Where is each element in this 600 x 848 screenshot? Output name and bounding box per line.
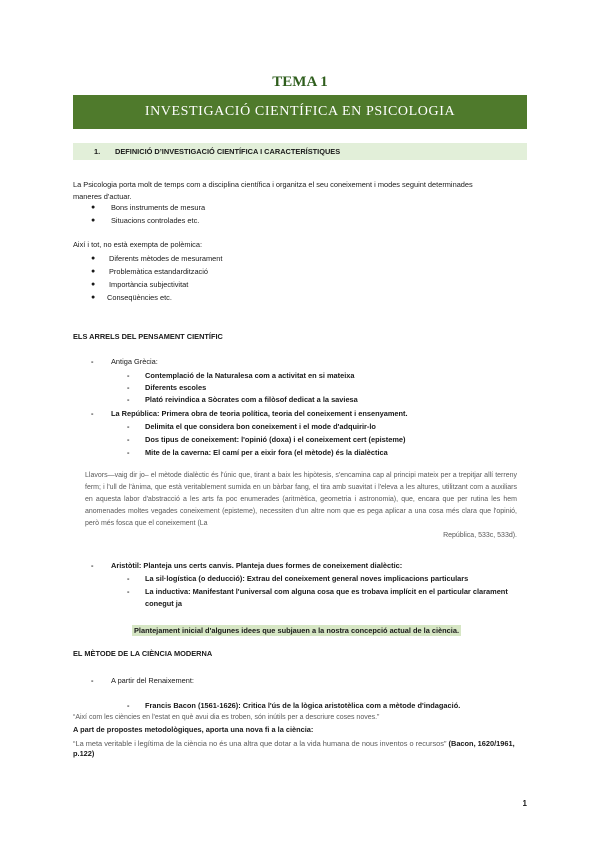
renaissance-label: A partir del Renaixement: — [111, 676, 194, 685]
list-item: Diferents mètodes de mesurament — [109, 254, 223, 263]
dash-icon: - — [127, 371, 130, 380]
list-item: Situacions controlades etc. — [111, 216, 200, 225]
highlighted-statement: Plantejament inicial d'algunes idees que subjauen a la nostra concepció actual de la ciència. — [134, 626, 460, 635]
list-item: Mite de la caverna: El camí per a eixir fora (el mètode) és la dialèctica — [145, 448, 388, 457]
bullet-icon: ● — [91, 281, 96, 288]
list-item: Dos tipus de coneixement: l'opinió (doxa) i el coneixement cert (episteme) — [145, 435, 406, 444]
dash-icon: - — [127, 587, 130, 596]
polemic-text: Així i tot, no està exempta de polèmica: — [73, 240, 202, 249]
bacon-quote: “Així com les ciències en l'estat en què avui dia es troben, són inútils per a descriure coses noves.” — [73, 714, 380, 721]
dash-icon: - — [127, 574, 130, 583]
final-citation: (Bacon, 1620/1961, p.122) — [73, 739, 515, 758]
list-item-continuation: conegut ja — [145, 599, 182, 608]
intro-line-1: La Psicologia porta molt de temps com a disciplina científica i organitza el seu coneixement i modes seguint determinades — [73, 180, 473, 189]
republic-label: La República: Primera obra de teoria política, teoria del coneixement i ensenyament. — [111, 409, 408, 418]
dash-icon: - — [91, 676, 94, 685]
plato-quote-text: Llavors—vaig dir jo– el mètode dialèctic és l'únic que, tirant a baix les hipòtesis, s'encamina cap al principi mateix per a trepitjar allí terreny ferm; i l'ull de l'ànima, que està veritablement sumida en un bàrbar fang, el tira amb suavitat i l'eleva a les altures, utilitzant com a auxiliars en aquesta labor d'abstracció a les arts fa poc enumerades (aritmètica, geometria i astronomia), que, encara que per rutina les hem anomenades moltes vegades coneixement (episteme), necessiten d'un altre nom que es pega aplicar a una cosa més clara que l'opinió, però més fosca que el coneixement (La — [85, 472, 517, 527]
plato-quote-citation: República, 533c, 533d). — [443, 532, 517, 539]
plato-quote — [85, 470, 517, 542]
chapter-title: TEMA 1 — [272, 74, 328, 90]
section-title: DEFINICIÓ D’INVESTIGACIÓ CIENTÍFICA I CARACTERÍSTIQUES — [115, 147, 341, 156]
page-number: 1 — [522, 799, 527, 808]
chapter-banner: INVESTIGACIÓ CIENTÍFICA EN PSICOLOGIA — [73, 95, 527, 129]
list-item: Plató reivindica a Sòcrates com a filòsof dedicat a la saviesa — [145, 395, 358, 404]
list-item: Contemplació de la Naturalesa com a activitat en si mateixa — [145, 371, 355, 380]
final-quote: “La meta veritable i legítima de la ciència no és una altra que dotar a la vida humana de nous inventos o recursos” — [73, 739, 447, 748]
roots-heading: ELS ARRELS DEL PENSAMENT CIENTÍFIC — [73, 332, 223, 341]
dash-icon: - — [127, 701, 130, 710]
dash-icon: - — [127, 395, 130, 404]
section-number: 1. — [94, 147, 101, 156]
bullet-icon: ● — [91, 268, 96, 275]
intro-line-2: maneres d'actuar. — [73, 192, 132, 201]
proposals-text: A part de propostes metodològiques, aporta una nova fi a la ciència: — [73, 725, 314, 734]
list-item: La sil·logística (o deducció): Extrau del coneixement general noves implicacions particulars — [145, 574, 469, 583]
dash-icon: - — [127, 435, 130, 444]
list-item: Conseqüències etc. — [107, 293, 172, 302]
dash-icon: - — [91, 561, 94, 570]
bullet-icon: ● — [91, 255, 96, 262]
bacon-entry: Francis Bacon (1561-1626): Critica l'ús de la lògica aristotèlica com a mètode d'indagació. — [145, 701, 461, 710]
list-item: La inductiva: Manifestant l'universal com alguna cosa que es trobava implícit en el particular clarament — [145, 587, 508, 596]
dash-icon: - — [91, 357, 94, 366]
list-item: Importància subjectivitat — [109, 280, 189, 289]
dash-icon: - — [127, 448, 130, 457]
greece-label: Antiga Grècia: — [111, 357, 158, 366]
modern-heading: EL MÈTODE DE LA CIÈNCIA MODERNA — [73, 649, 213, 658]
aristotle-label: Aristòtil: Planteja uns certs canvis. Planteja dues formes de coneixement dialèctic: — [111, 561, 403, 570]
list-item: Problemàtica estandardització — [109, 267, 209, 276]
bullet-icon: ● — [91, 204, 96, 211]
list-item: Diferents escoles — [145, 383, 207, 392]
section-heading-bar — [73, 143, 527, 160]
dash-icon: - — [127, 422, 130, 431]
final-quote-block — [73, 739, 527, 759]
dash-icon: - — [91, 409, 94, 418]
dash-icon: - — [127, 383, 130, 392]
bullet-icon: ● — [91, 217, 96, 224]
list-item: Bons instruments de mesura — [111, 203, 206, 212]
list-item: Delimita el que considera bon coneixement i el mode d'adquirir-lo — [145, 422, 376, 431]
bullet-icon: ● — [91, 294, 96, 301]
